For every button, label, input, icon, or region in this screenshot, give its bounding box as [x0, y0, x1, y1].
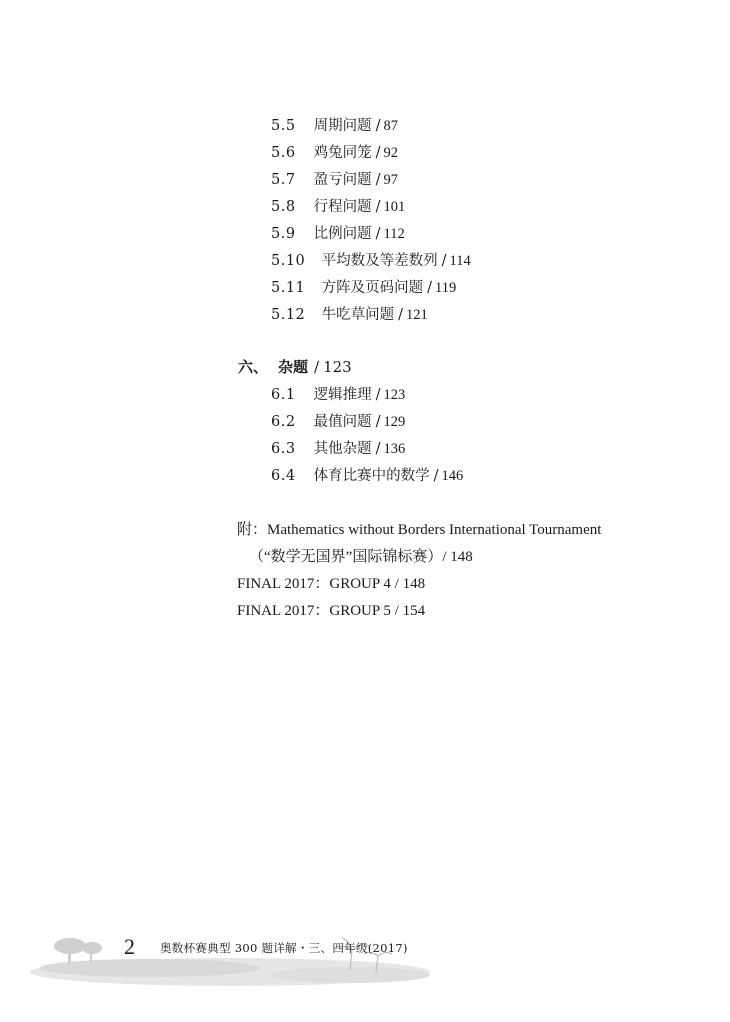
running-footer-title: 奥数杯赛典型 300 题详解・三、四年级(2017): [160, 941, 408, 955]
entry-title: 体育比赛中的数学: [313, 468, 430, 484]
entry-number: 5.8: [271, 199, 296, 215]
entry-title: 最值问题: [313, 414, 372, 430]
entry-page: 101: [383, 199, 406, 215]
chapter-page: 123: [323, 358, 352, 376]
toc-entry-5-11[interactable]: 5.11 方阵及页码问题 / 119: [271, 280, 457, 296]
entry-page: 129: [383, 414, 406, 430]
entry-title: 周期问题: [313, 118, 372, 134]
toc-entry-5-10[interactable]: 5.10 平均数及等差数列 / 114: [271, 253, 471, 269]
entry-number: 5.10: [271, 253, 306, 269]
toc-entry-6-1[interactable]: 6.1 逻辑推理 / 123: [271, 387, 406, 403]
entry-number: 6.4: [271, 468, 296, 484]
entry-number: 5.12: [271, 307, 306, 323]
entry-title: 盈亏问题: [313, 172, 372, 188]
entry-title: 比例问题: [313, 226, 372, 242]
entry-page: 112: [383, 226, 405, 242]
entry-number: 6.2: [271, 414, 296, 430]
entry-number: 5.5: [271, 118, 296, 134]
entry-page: 114: [449, 253, 471, 269]
toc-appendix-group5[interactable]: FINAL 2017：GROUP 5 / 154: [237, 603, 426, 619]
toc-appendix-group4[interactable]: FINAL 2017：GROUP 4 / 148: [237, 576, 426, 592]
toc-entry-5-12[interactable]: 5.12 牛吃草问题 / 121: [271, 307, 428, 323]
entry-title: 方阵及页码问题: [321, 280, 424, 296]
entry-page: 136: [383, 441, 406, 457]
toc-appendix-title[interactable]: 附：Mathematics without Borders International Tournament: [237, 522, 602, 538]
entry-number: 5.11: [271, 280, 306, 296]
toc-entry-5-9[interactable]: 5.9 比例问题 / 112: [271, 226, 405, 242]
toc-entry-5-8[interactable]: 5.8 行程问题 / 101: [271, 199, 406, 215]
toc-appendix-subtitle[interactable]: （“数学无国界”国际锦标赛）/ 148: [249, 549, 473, 565]
toc-entry-5-6[interactable]: 5.6 鸡兔同笼 / 92: [271, 145, 398, 161]
entry-page: 146: [441, 468, 464, 484]
entry-page: 121: [406, 307, 428, 323]
entry-title: 其他杂题: [313, 441, 372, 457]
entry-number: 5.6: [271, 145, 296, 161]
entry-page: 92: [383, 145, 398, 161]
toc-entry-5-7[interactable]: 5.7 盈亏问题 / 97: [271, 172, 398, 188]
page-number: 2: [124, 934, 135, 959]
entry-page: 87: [383, 118, 398, 134]
toc-entry-6-2[interactable]: 6.2 最值问题 / 129: [271, 414, 406, 430]
toc-entry-6-3[interactable]: 6.3 其他杂题 / 136: [271, 441, 406, 457]
entry-number: 5.7: [271, 172, 296, 188]
entry-page: 123: [383, 387, 406, 403]
entry-title: 牛吃草问题: [321, 307, 395, 323]
chapter-title: 杂题: [278, 358, 309, 376]
toc-chapter-6[interactable]: 六、 杂题 / 123: [238, 358, 352, 376]
chapter-number: 六、: [238, 358, 269, 376]
entry-title: 平均数及等差数列: [321, 253, 438, 269]
entry-page: 119: [435, 280, 457, 296]
entry-title: 行程问题: [313, 199, 372, 215]
entry-page: 97: [383, 172, 398, 188]
entry-number: 6.1: [271, 387, 296, 403]
entry-number: 5.9: [271, 226, 296, 242]
toc-entry-5-5[interactable]: 5.5 周期问题 / 87: [271, 118, 398, 134]
entry-title: 鸡兔同笼: [313, 145, 372, 161]
tree-icon: [54, 938, 102, 964]
entry-number: 6.3: [271, 441, 296, 457]
toc-entry-6-4[interactable]: 6.4 体育比赛中的数学 / 146: [271, 468, 464, 484]
entry-title: 逻辑推理: [313, 387, 372, 403]
